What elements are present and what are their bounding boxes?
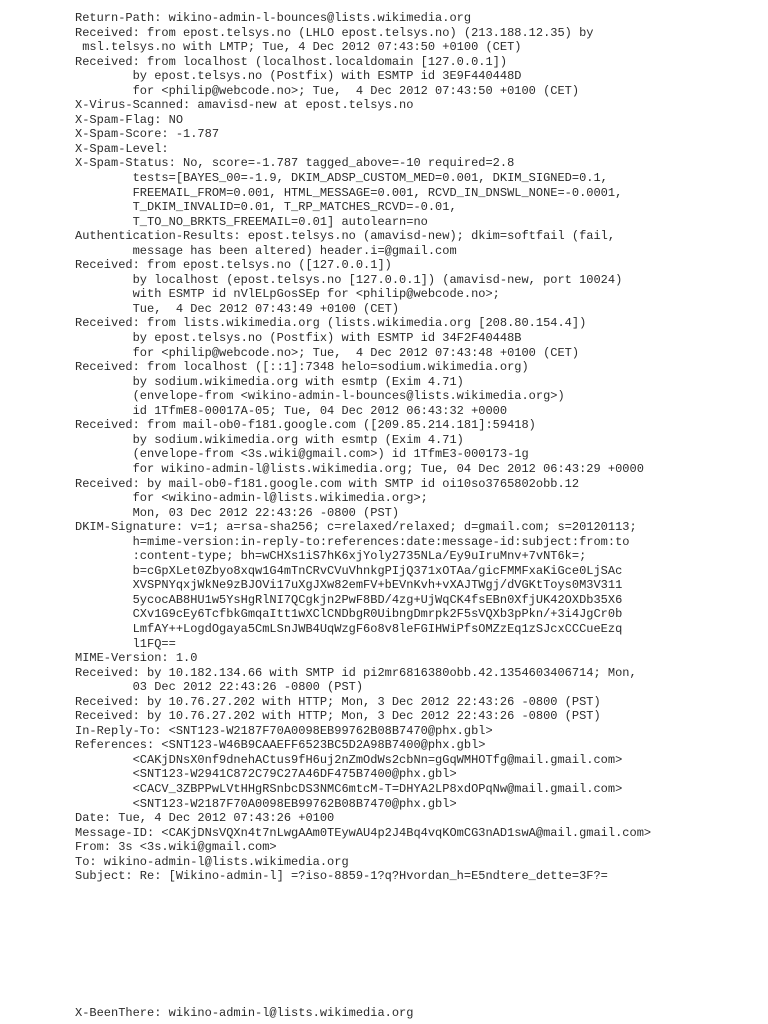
header-line: Return-Path: wikino-admin-l-bounces@lists.wikimedia.org xyxy=(75,11,472,25)
header-line: for <wikino-admin-l@lists.wikimedia.org>; xyxy=(75,491,428,506)
header-line: b=cGpXLet0Zbyo8xqw1G4mTnCRvCVuVhnkgPIjQ371xOTAa/gicFMMFxaKiGce0LjSAc xyxy=(75,563,623,578)
header-line: T_DKIM_INVALID=0.01, T_RP_MATCHES_RCVD=-0.01, xyxy=(75,200,457,215)
header-line: l1FQ== xyxy=(75,636,176,651)
header-line: (envelope-from <wikino-admin-l-bounces@lists.wikimedia.org>) xyxy=(75,389,565,404)
header-line: X-Virus-Scanned: amavisd-new at epost.telsys.no xyxy=(75,98,414,113)
header-line: From: 3s <3s.wiki@gmail.com> xyxy=(75,840,277,855)
header-line: <CACV_3ZBPPwLVtHHgRSnbcDS3NMC6mtcM-T=DHYA2LP8xdOPqNw@mail.gmail.com> xyxy=(75,781,623,796)
header-line: X-Spam-Score: -1.787 xyxy=(75,127,220,142)
header-line: Authentication-Results: epost.telsys.no (amavisd-new); dkim=softfail (fail, xyxy=(75,229,616,244)
header-line: msl.telsys.no with LMTP; Tue, 4 Dec 2012 07:43:50 +0100 (CET) xyxy=(75,40,522,55)
header-line: MIME-Version: 1.0 xyxy=(75,651,198,666)
header-line: XVSPNYqxjWkNe9zBJOVi17uXgJXw82emFV+bEVnKvh+vXAJTWgj/dVGKtToys0M3V311 xyxy=(75,578,623,593)
header-line: Received: from epost.telsys.no ([127.0.0.1]) xyxy=(75,258,392,273)
header-line: by epost.telsys.no (Postfix) with ESMTP id 34F2F40448B xyxy=(75,331,522,346)
email-headers xyxy=(75,11,755,884)
header-line: X-Spam-Status: No, score=-1.787 tagged_above=-10 required=2.8 xyxy=(75,156,515,171)
header-line: Mon, 03 Dec 2012 22:43:26 -0800 (PST) xyxy=(75,505,400,520)
header-line: for <philip@webcode.no>; Tue, 4 Dec 2012 07:43:48 +0100 (CET) xyxy=(75,345,580,360)
header-line: References: <SNT123-W46B9CAAEFF6523BC5D2A98B7400@phx.gbl> xyxy=(75,738,486,753)
header-line: message has been altered) header.i=@gmail.com xyxy=(75,243,457,258)
header-line: :content-type; bh=wCHXs1iS7hK6xjYoly2735NLa/Ey9uIruMnv+7vNT6k=; xyxy=(75,549,587,564)
header-line: by sodium.wikimedia.org with esmtp (Exim 4.71) xyxy=(75,432,464,447)
header-line: Received: from localhost (localhost.localdomain [127.0.0.1]) xyxy=(75,54,508,69)
header-line: Subject: Re: [Wikino-admin-l] =?iso-8859-1?q?Hvordan_h=E5ndtere_dette=3F?= xyxy=(75,869,608,884)
header-line: for wikino-admin-l@lists.wikimedia.org; Tue, 04 Dec 2012 06:43:29 +0000 xyxy=(75,461,644,476)
header-line: Received: from epost.telsys.no (LHLO epost.telsys.no) (213.188.12.35) by xyxy=(75,25,594,40)
header-line: In-Reply-To: <SNT123-W2187F70A0098EB99762B08B7470@phx.gbl> xyxy=(75,723,493,738)
header-line: Received: from mail-ob0-f181.google.com ([209.85.214.181]:59418) xyxy=(75,418,536,433)
header-line: h=mime-version:in-reply-to:references:date:message-id:subject:from:to xyxy=(75,534,630,549)
header-line: Received: by mail-ob0-f181.google.com with SMTP id oi10so3765802obb.12 xyxy=(75,476,580,491)
header-line: <CAKjDNsX0nf9dnehACtus9fH6uj2nZmOdWs2cbNn=gGqWMHOTfg@mail.gmail.com> xyxy=(75,752,623,767)
footer-header-line: X-BeenThere: wikino-admin-l@lists.wikimedia.org xyxy=(75,1006,414,1020)
header-line: for <philip@webcode.no>; Tue, 4 Dec 2012 07:43:50 +0100 (CET) xyxy=(75,83,580,98)
header-line: 5ycocAB8HU1w5YsHgRlNI7QCgkjn2PwF8BD/4zg+UjWqCK4fsEBn0XfjUK42OXDb35X6 xyxy=(75,592,623,607)
header-line: by localhost (epost.telsys.no [127.0.0.1]) (amavisd-new, port 10024) xyxy=(75,272,623,287)
header-line: X-Spam-Flag: NO xyxy=(75,112,184,127)
header-line: DKIM-Signature: v=1; a=rsa-sha256; c=relaxed/relaxed; d=gmail.com; s=20120113; xyxy=(75,520,637,535)
header-line: Received: from localhost ([::1]:7348 helo=sodium.wikimedia.org) xyxy=(75,360,529,375)
header-line: by sodium.wikimedia.org with esmtp (Exim 4.71) xyxy=(75,374,464,389)
header-line: <SNT123-W2187F70A0098EB99762B08B7470@phx.gbl> xyxy=(75,796,457,811)
header-line: T_TO_NO_BRKTS_FREEMAIL=0.01] autolearn=no xyxy=(75,214,428,229)
header-line: Received: by 10.76.27.202 with HTTP; Mon, 3 Dec 2012 22:43:26 -0800 (PST) xyxy=(75,694,601,709)
header-line: LmfAY++LogdOgaya5CmLSnJWB4UqWzgF6o8v8leFGIHWiPfsOMZzEq1zSJcxCCCueEzq xyxy=(75,621,623,636)
header-line: <SNT123-W2941C872C79C27A46DF475B7400@phx.gbl> xyxy=(75,767,457,782)
header-line: Received: by 10.76.27.202 with HTTP; Mon, 3 Dec 2012 22:43:26 -0800 (PST) xyxy=(75,709,601,724)
header-line: Message-ID: <CAKjDNsVQXn4t7nLwgAAm0TEywAU4p2J4Bq4vqKOmCG3nAD1swA@mail.gmail.com> xyxy=(75,825,652,840)
header-line: CXv1G9cEy6TcfbkGmqaItt1wXClCNDbgR0UibngDmrpk2F5sVQXb3pPkn/+3i4JgCr0b xyxy=(75,607,623,622)
header-line: by epost.telsys.no (Postfix) with ESMTP id 3E9F440448D xyxy=(75,69,522,84)
header-line: Date: Tue, 4 Dec 2012 07:43:26 +0100 xyxy=(75,811,335,826)
header-line: FREEMAIL_FROM=0.001, HTML_MESSAGE=0.001, RCVD_IN_DNSWL_NONE=-0.0001, xyxy=(75,185,623,200)
header-line: (envelope-from <3s.wiki@gmail.com>) id 1TfmE3-000173-1g xyxy=(75,447,529,462)
header-line: Tue, 4 Dec 2012 07:43:49 +0100 (CET) xyxy=(75,301,400,316)
header-line: Received: by 10.182.134.66 with SMTP id pi2mr6816380obb.42.1354603406714; Mon, xyxy=(75,665,637,680)
header-line: Received: from lists.wikimedia.org (lists.wikimedia.org [208.80.154.4]) xyxy=(75,316,587,331)
header-line: 03 Dec 2012 22:43:26 -0800 (PST) xyxy=(75,680,364,695)
header-line: To: wikino-admin-l@lists.wikimedia.org xyxy=(75,854,349,869)
header-line: with ESMTP id nVlELpGosSEp for <philip@webcode.no>; xyxy=(75,287,500,302)
header-line: id 1TfmE8-00017A-05; Tue, 04 Dec 2012 06:43:32 +0000 xyxy=(75,403,508,418)
header-line: X-Spam-Level: xyxy=(75,141,169,156)
header-line: tests=[BAYES_00=-1.9, DKIM_ADSP_CUSTOM_MED=0.001, DKIM_SIGNED=0.1, xyxy=(75,171,608,186)
